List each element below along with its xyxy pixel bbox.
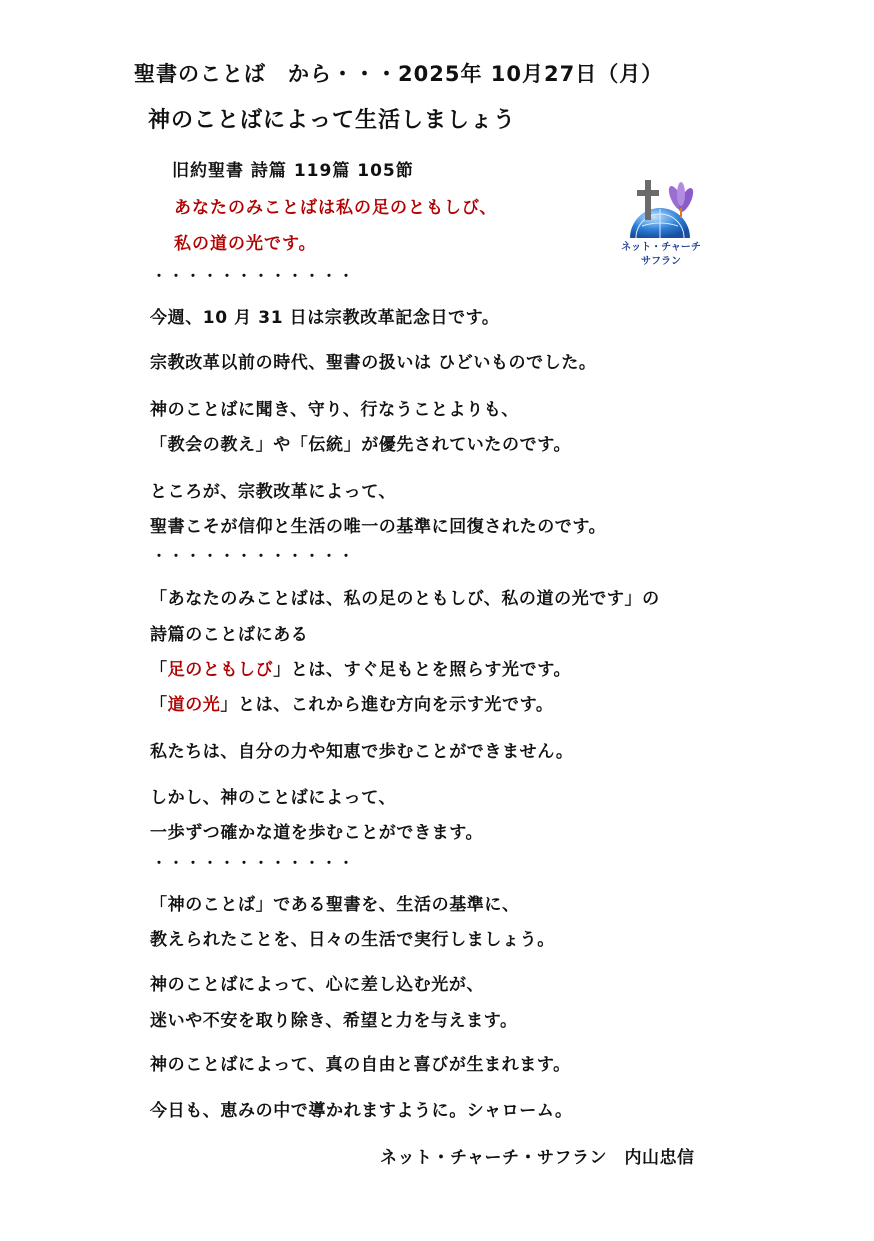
paragraph-7-line-1: しかし、神のことばによって、 xyxy=(150,788,397,808)
quote-open: 「 xyxy=(150,695,168,715)
quote-open: 「 xyxy=(150,660,168,680)
paragraph-4-line-1: ところが、宗教改革によって、 xyxy=(150,482,397,502)
paragraph-5-line-1: 「あなたのみことばは、私の足のともしび、私の道の光です」の xyxy=(150,589,660,609)
scripture-verse-line-1: あなたのみことばは私の足のともしび、 xyxy=(174,198,498,218)
separator-dots: ・・・・・・・・・・・・ xyxy=(152,549,356,565)
page-title: 聖書のことば から・・・2025年 10月27日（月） xyxy=(134,62,664,86)
separator-dots: ・・・・・・・・・・・・ xyxy=(152,269,356,285)
paragraph-8-line-1: 「神のことば」である聖書を、生活の基準に、 xyxy=(150,895,520,915)
highlight-path-light: 道の光 xyxy=(167,695,221,715)
paragraph-8-line-2: 教えられたことを、日々の生活で実行しましょう。 xyxy=(150,930,555,950)
logo-text-line-2: サフラン xyxy=(641,256,681,267)
paragraph-5-line-3-rest: 」とは、すぐ足もとを照らす光です。 xyxy=(273,660,572,680)
paragraph-7-line-2: 一歩ずつ確かな道を歩むことができます。 xyxy=(150,823,484,843)
paragraph-9-line-2: 迷いや不安を取り除き、希望と力を与えます。 xyxy=(150,1011,518,1031)
paragraph-9-line-1: 神のことばによって、心に差し込む光が、 xyxy=(150,975,485,995)
page-subtitle: 神のことばによって生活しましょう xyxy=(148,108,517,133)
paragraph-4-line-2: 聖書こそが信仰と生活の唯一の基準に回復されたのです。 xyxy=(150,517,607,537)
paragraph-3-line-2: 「教会の教え」や「伝統」が優先されていたのです。 xyxy=(150,435,572,455)
separator-dots: ・・・・・・・・・・・・ xyxy=(152,856,356,872)
paragraph-5-line-3 xyxy=(150,655,571,680)
paragraph-11: 今日も、恵みの中で導かれますように。シャローム。 xyxy=(150,1101,573,1121)
paragraph-3-line-1: 神のことばに聞き、守り、行なうことよりも、 xyxy=(150,400,519,420)
highlight-foot-lamp: 足のともしび xyxy=(167,660,274,680)
logo xyxy=(606,178,716,270)
scripture-reference: 旧約聖書 詩篇 119篇 105節 xyxy=(172,161,414,181)
paragraph-5-line-4 xyxy=(150,690,553,715)
signature: ネット・チャーチ・サフラン 内山忠信 xyxy=(380,1148,695,1168)
paragraph-1: 今週、10 月 31 日は宗教改革記念日です。 xyxy=(150,308,500,328)
paragraph-2: 宗教改革以前の時代、聖書の扱いは ひどいものでした。 xyxy=(150,353,597,373)
paragraph-6: 私たちは、自分の力や知恵で歩むことができません。 xyxy=(150,742,574,762)
paragraph-5-line-4-rest: 」とは、これから進む方向を示す光です。 xyxy=(220,695,554,715)
scripture-verse-line-2: 私の道の光です。 xyxy=(174,234,317,254)
paragraph-5-line-2: 詩篇のことばにある xyxy=(150,625,309,645)
globe-cross-crocus-icon xyxy=(606,178,716,240)
logo-text-line-1: ネット・チャーチ xyxy=(621,242,701,253)
paragraph-10: 神のことばによって、真の自由と喜びが生まれます。 xyxy=(150,1055,571,1075)
